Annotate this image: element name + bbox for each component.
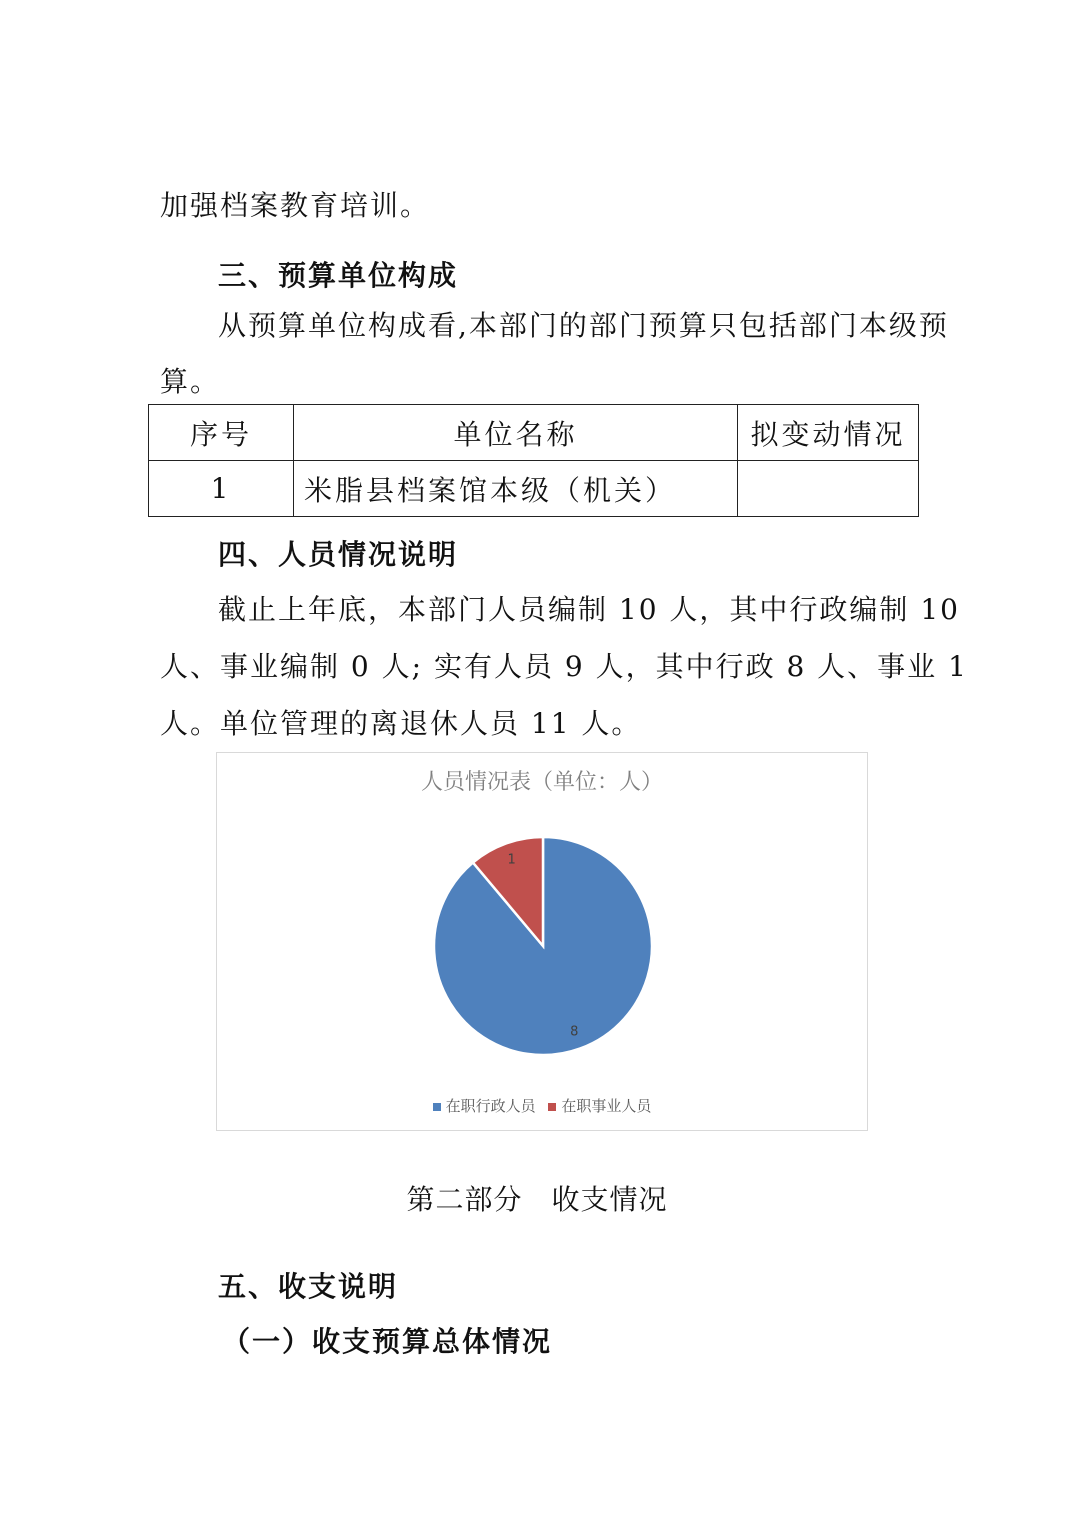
slice-label-admin: 8 — [570, 1024, 579, 1040]
table-row — [149, 461, 919, 517]
staff-pie-chart — [216, 752, 868, 1131]
table-header-row — [149, 405, 919, 461]
cell-index: 1 — [149, 461, 294, 517]
legend-label-institution: 在职事业人员 — [561, 1097, 652, 1115]
slice-label-institution: 1 — [507, 852, 516, 868]
legend-label-admin: 在职行政人员 — [445, 1097, 536, 1115]
section-heading-5: 五、收支说明 — [218, 1270, 399, 1303]
paragraph-units-line1: 从预算单位构成看,本部门的部门预算只包括部门本级预 — [218, 309, 949, 342]
budget-units-table — [148, 404, 919, 517]
legend-swatch-institution — [548, 1103, 556, 1111]
paragraph-tail: 加强档案教育培训。 — [160, 189, 431, 222]
section-heading-3: 三、预算单位构成 — [218, 259, 459, 292]
subsection-heading-5-1: （一）收支预算总体情况 — [222, 1325, 553, 1358]
legend-item-institution — [548, 1095, 651, 1116]
legend-swatch-admin — [433, 1103, 441, 1111]
paragraph-staff-line2: 人、事业编制 0 人; 实有人员 9 人，其中行政 8 人、事业 1 — [160, 650, 968, 683]
part-two-title: 第二部分 收支情况 — [406, 1183, 668, 1216]
legend-item-admin — [433, 1095, 536, 1116]
paragraph-units-line2: 算。 — [160, 365, 221, 398]
cell-change — [738, 461, 919, 517]
header-index: 序号 — [149, 405, 294, 461]
chart-title: 人员情况表（单位：人） — [420, 770, 663, 795]
section-heading-4: 四、人员情况说明 — [218, 538, 459, 571]
chart-legend — [217, 1095, 867, 1116]
header-unit-name: 单位名称 — [294, 405, 738, 461]
paragraph-staff-line3: 人。单位管理的离退休人员 11 人。 — [160, 707, 642, 740]
pie-svg — [217, 753, 869, 1093]
header-change: 拟变动情况 — [738, 405, 919, 461]
cell-unit-name: 米脂县档案馆本级（机关） — [294, 461, 738, 517]
paragraph-staff-line1: 截止上年底，本部门人员编制 10 人，其中行政编制 10 — [218, 593, 960, 626]
